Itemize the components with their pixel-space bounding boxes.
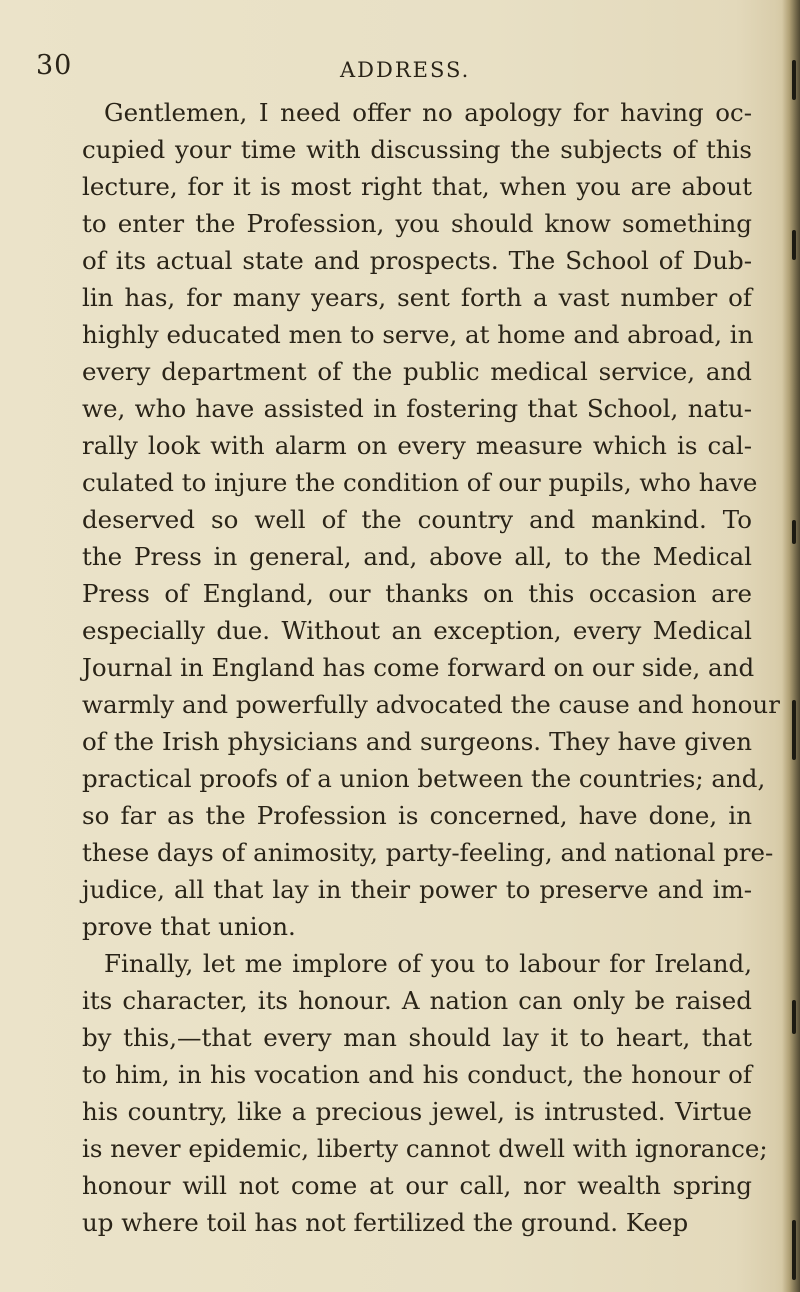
text-line: to him, in his vocation and his conduct, the honour of bbox=[82, 1060, 752, 1089]
page-number: 30 bbox=[36, 50, 73, 81]
text-line: is never epidemic, liberty cannot dwell with ignorance; bbox=[82, 1134, 768, 1163]
edge-mark bbox=[792, 520, 796, 544]
page-edge-shadow bbox=[782, 0, 800, 1292]
text-line: warmly and powerfully advocated the cause and honour bbox=[82, 690, 780, 719]
text-line: especially due. Without an exception, every Medical bbox=[82, 616, 752, 645]
text-line: cupied your time with discussing the subjects of this bbox=[82, 135, 752, 164]
text-line: Journal in England has come forward on our side, and bbox=[82, 653, 755, 682]
text-line: every department of the public medical service, and bbox=[82, 357, 752, 386]
text-line: honour will not come at our call, nor wealth spring bbox=[82, 1171, 752, 1200]
text-line: we, who have assisted in fostering that School, natu- bbox=[82, 394, 752, 423]
edge-mark bbox=[792, 230, 796, 260]
text-line: deserved so well of the country and mankind. To bbox=[82, 505, 752, 534]
text-line: of the Irish physicians and surgeons. They have given bbox=[82, 727, 752, 756]
text-line: to enter the Profession, you should know something bbox=[82, 209, 752, 238]
text-line: these days of animosity, party-feeling, and national pre- bbox=[82, 838, 774, 867]
text-line: up where toil has not fertilized the ground. Keep bbox=[82, 1208, 689, 1237]
text-line: of its actual state and prospects. The School of Dub- bbox=[82, 246, 752, 275]
text-line: prove that union. bbox=[82, 912, 296, 941]
text-line: his country, like a precious jewel, is intrusted. Virtue bbox=[82, 1097, 752, 1126]
text-line: judice, all that lay in their power to preserve and im- bbox=[82, 875, 752, 904]
text-line: lecture, for it is most right that, when you are about bbox=[82, 172, 752, 201]
edge-mark bbox=[792, 1220, 796, 1280]
text-line: the Press in general, and, above all, to the Medical bbox=[82, 542, 752, 571]
text-line: practical proofs of a union between the countries; and, bbox=[82, 764, 766, 793]
edge-mark bbox=[792, 700, 796, 760]
text-line: its character, its honour. A nation can only be raised bbox=[82, 986, 752, 1015]
text-line: Finally, let me implore of you to labour for Ireland, bbox=[104, 949, 752, 978]
edge-mark bbox=[792, 1000, 796, 1034]
text-line: rally look with alarm on every measure which is cal- bbox=[82, 431, 752, 460]
text-line: so far as the Profession is concerned, have done, in bbox=[82, 801, 752, 830]
text-line: lin has, for many years, sent forth a vast number of bbox=[82, 283, 752, 312]
text-line: highly educated men to serve, at home and abroad, in bbox=[82, 320, 754, 349]
text-line: culated to injure the condition of our pupils, who have bbox=[82, 468, 758, 497]
text-line: Gentlemen, I need offer no apology for having oc- bbox=[104, 98, 752, 127]
body-text bbox=[82, 94, 780, 1241]
running-head: ADDRESS. bbox=[340, 58, 471, 82]
text-line: Press of England, our thanks on this occasion are bbox=[82, 579, 752, 608]
page-header bbox=[0, 50, 800, 90]
text-line: by this,—that every man should lay it to heart, that bbox=[82, 1023, 752, 1052]
